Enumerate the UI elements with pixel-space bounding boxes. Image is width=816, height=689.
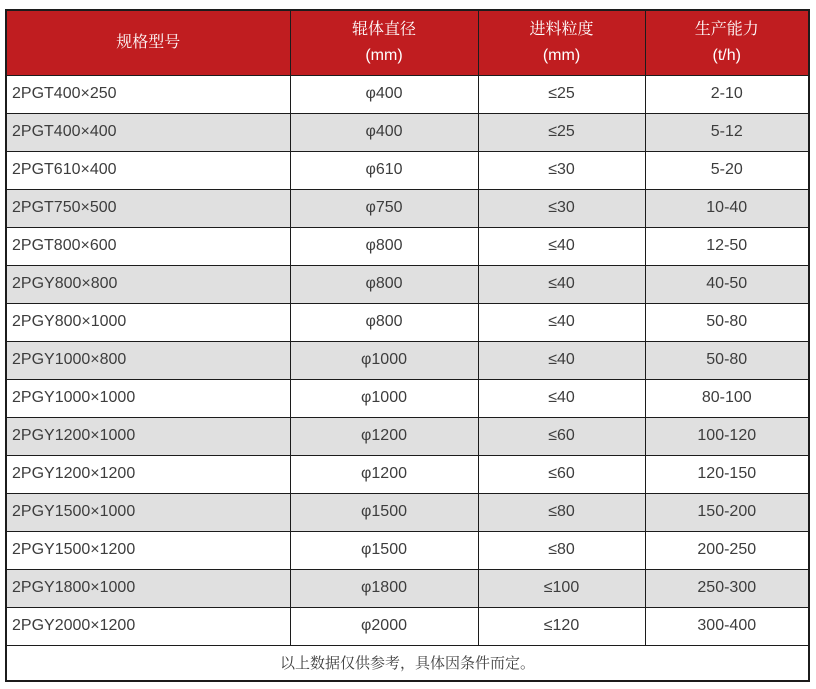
col-header-diameter-unit: (mm) (365, 46, 403, 64)
diameter-cell: φ2000 (290, 607, 478, 645)
feed-size-cell: ≤40 (478, 303, 645, 341)
model-cell: 2PGY1200×1200 (6, 455, 290, 493)
table-row (6, 455, 809, 493)
capacity-cell: 250-300 (645, 569, 809, 607)
capacity-cell: 10-40 (645, 189, 809, 227)
table-row (6, 379, 809, 417)
table-row (6, 569, 809, 607)
feed-size-cell: ≤25 (478, 113, 645, 151)
capacity-cell: 150-200 (645, 493, 809, 531)
feed-size-cell: ≤60 (478, 417, 645, 455)
model-cell: 2PGY800×800 (6, 265, 290, 303)
table-row (6, 531, 809, 569)
capacity-cell: 5-12 (645, 113, 809, 151)
table-footnote: 以上数据仅供参考，具体因条件而定。 (6, 645, 809, 681)
model-cell: 2PGT610×400 (6, 151, 290, 189)
spec-table-body (6, 75, 809, 645)
model-cell: 2PGY1200×1000 (6, 417, 290, 455)
diameter-cell: φ750 (290, 189, 478, 227)
diameter-cell: φ1200 (290, 455, 478, 493)
feed-size-cell: ≤40 (478, 379, 645, 417)
col-header-feed-size-unit: (mm) (542, 46, 581, 64)
model-cell: 2PGT400×250 (6, 75, 290, 113)
table-row (6, 493, 809, 531)
capacity-cell: 120-150 (645, 455, 809, 493)
diameter-cell: φ1200 (290, 417, 478, 455)
model-cell: 2PGY1000×800 (6, 341, 290, 379)
table-row (6, 151, 809, 189)
capacity-cell: 200-250 (645, 531, 809, 569)
table-row (6, 417, 809, 455)
diameter-cell: φ1000 (290, 379, 478, 417)
diameter-cell: φ800 (290, 303, 478, 341)
col-header-diameter-label: 辊体直径 (351, 20, 416, 38)
model-cell: 2PGY1800×1000 (6, 569, 290, 607)
table-row (6, 227, 809, 265)
table-row (6, 341, 809, 379)
diameter-cell: φ400 (290, 113, 478, 151)
spec-table (5, 9, 810, 682)
diameter-cell: φ800 (290, 227, 478, 265)
model-cell: 2PGT400×400 (6, 113, 290, 151)
col-header-model (6, 10, 290, 75)
feed-size-cell: ≤25 (478, 75, 645, 113)
col-header-model-label: 规格型号 (116, 33, 181, 51)
feed-size-cell: ≤80 (478, 493, 645, 531)
model-cell: 2PGY800×1000 (6, 303, 290, 341)
model-cell: 2PGY1000×1000 (6, 379, 290, 417)
table-row (6, 75, 809, 113)
footer-row (6, 645, 809, 681)
table-row (6, 113, 809, 151)
model-cell: 2PGY1500×1200 (6, 531, 290, 569)
col-header-capacity-unit: (t/h) (712, 46, 741, 64)
model-cell: 2PGY2000×1200 (6, 607, 290, 645)
capacity-cell: 80-100 (645, 379, 809, 417)
feed-size-cell: ≤40 (478, 341, 645, 379)
capacity-cell: 50-80 (645, 341, 809, 379)
col-header-feed-size-label: 进料粒度 (529, 20, 594, 38)
feed-size-cell: ≤30 (478, 189, 645, 227)
diameter-cell: φ800 (290, 265, 478, 303)
col-header-feed-size (478, 10, 645, 75)
table-row (6, 303, 809, 341)
capacity-cell: 300-400 (645, 607, 809, 645)
table-row (6, 189, 809, 227)
capacity-cell: 50-80 (645, 303, 809, 341)
capacity-cell: 12-50 (645, 227, 809, 265)
feed-size-cell: ≤120 (478, 607, 645, 645)
diameter-cell: φ1800 (290, 569, 478, 607)
feed-size-cell: ≤60 (478, 455, 645, 493)
col-header-capacity-label: 生产能力 (694, 20, 759, 38)
diameter-cell: φ1000 (290, 341, 478, 379)
feed-size-cell: ≤40 (478, 265, 645, 303)
feed-size-cell: ≤40 (478, 227, 645, 265)
diameter-cell: φ1500 (290, 531, 478, 569)
capacity-cell: 100-120 (645, 417, 809, 455)
model-cell: 2PGT800×600 (6, 227, 290, 265)
model-cell: 2PGY1500×1000 (6, 493, 290, 531)
diameter-cell: φ610 (290, 151, 478, 189)
table-row (6, 265, 809, 303)
capacity-cell: 40-50 (645, 265, 809, 303)
feed-size-cell: ≤30 (478, 151, 645, 189)
capacity-cell: 2-10 (645, 75, 809, 113)
diameter-cell: φ400 (290, 75, 478, 113)
diameter-cell: φ1500 (290, 493, 478, 531)
header-row (6, 10, 809, 75)
table-row (6, 607, 809, 645)
col-header-capacity (645, 10, 809, 75)
col-header-diameter (290, 10, 478, 75)
feed-size-cell: ≤80 (478, 531, 645, 569)
model-cell: 2PGT750×500 (6, 189, 290, 227)
feed-size-cell: ≤100 (478, 569, 645, 607)
capacity-cell: 5-20 (645, 151, 809, 189)
